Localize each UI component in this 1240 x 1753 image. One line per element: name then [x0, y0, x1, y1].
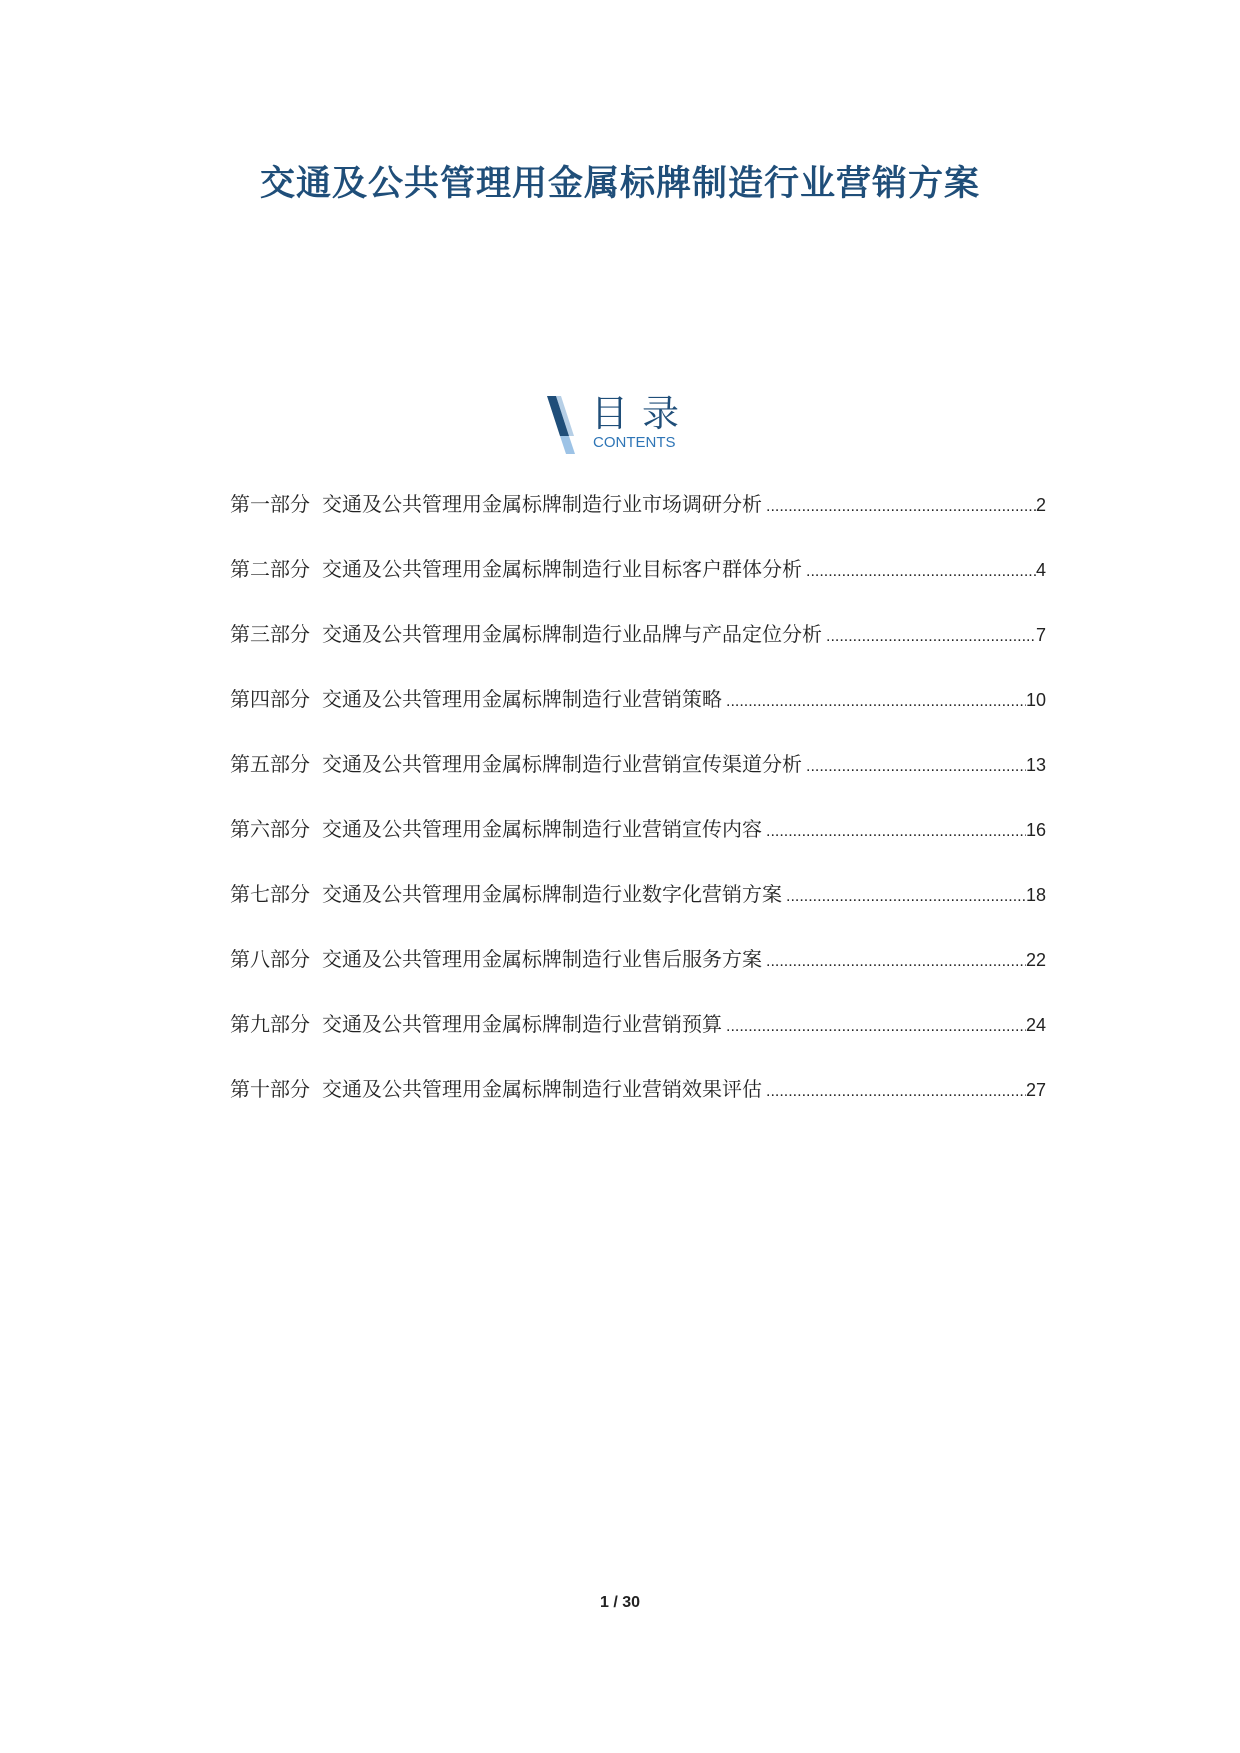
- toc-entry-title: 交通及公共管理用金属标牌制造行业营销宣传渠道分析: [322, 752, 802, 776]
- toc-dot-leader: [726, 1007, 1026, 1047]
- toc-entry-title: 交通及公共管理用金属标牌制造行业品牌与产品定位分析: [322, 622, 822, 646]
- toc-dot-leader: [766, 1072, 1026, 1112]
- toc-entry-page: 13: [1025, 755, 1046, 775]
- toc-entry-part: 第四部分: [230, 687, 310, 711]
- toc-entry[interactable]: [230, 874, 1046, 939]
- toc-entry-part: 第二部分: [230, 557, 310, 581]
- toc-entry-page: 2: [1035, 495, 1046, 515]
- toc-entry-title: 交通及公共管理用金属标牌制造行业营销预算: [322, 1012, 722, 1036]
- toc-entry-part: 第六部分: [230, 817, 310, 841]
- toc-entry[interactable]: [230, 1004, 1046, 1069]
- toc-subtitle: CONTENTS: [593, 434, 676, 451]
- toc-entry-part: 第三部分: [230, 622, 310, 646]
- toc-entry[interactable]: [230, 679, 1046, 744]
- toc-entry[interactable]: [230, 744, 1046, 809]
- document-title: 交通及公共管理用金属标牌制造行业营销方案: [259, 164, 980, 204]
- toc-dot-leader: [826, 617, 1036, 657]
- toc-dot-leader: [766, 812, 1026, 852]
- toc-entry-part: 第五部分: [230, 752, 310, 776]
- toc-entry-page: 16: [1025, 820, 1046, 840]
- toc-entry-part: 第一部分: [230, 492, 310, 516]
- toc-dot-leader: [806, 552, 1036, 592]
- toc-dot-leader: [766, 487, 1036, 527]
- toc-entry-title: 交通及公共管理用金属标牌制造行业售后服务方案: [322, 947, 762, 971]
- toc-entry-part: 第九部分: [230, 1012, 310, 1036]
- toc-dot-leader: [786, 877, 1026, 917]
- toc-entry-page: 22: [1025, 950, 1046, 970]
- toc-entry-page: 18: [1025, 885, 1046, 905]
- toc-entry-page: 7: [1035, 625, 1046, 645]
- toc-dot-leader: [766, 942, 1026, 982]
- toc-entry-page: 4: [1035, 560, 1046, 580]
- page-number: 1 / 30: [599, 1594, 641, 1611]
- toc-entry-part: 第十部分: [230, 1077, 310, 1101]
- toc-entry[interactable]: [230, 1069, 1046, 1134]
- toc-heading: [547, 392, 697, 456]
- toc-entry-part: 第八部分: [230, 947, 310, 971]
- toc-dot-leader: [726, 682, 1026, 722]
- toc-title: 目录: [591, 392, 693, 435]
- toc-entry[interactable]: [230, 614, 1046, 679]
- toc-entry-title: 交通及公共管理用金属标牌制造行业营销宣传内容: [322, 817, 762, 841]
- toc-entry[interactable]: [230, 809, 1046, 874]
- toc-dot-leader: [806, 747, 1026, 787]
- toc-entry-page: 24: [1025, 1015, 1046, 1035]
- toc-entry-title: 交通及公共管理用金属标牌制造行业市场调研分析: [322, 492, 762, 516]
- toc-entry[interactable]: [230, 549, 1046, 614]
- toc-entry-title: 交通及公共管理用金属标牌制造行业营销策略: [322, 687, 722, 711]
- toc-logo-icon: [547, 396, 579, 454]
- toc-entry-page: 27: [1025, 1080, 1046, 1100]
- table-of-contents: [230, 484, 1046, 1134]
- toc-entry-page: 10: [1025, 690, 1046, 710]
- toc-entry-title: 交通及公共管理用金属标牌制造行业营销效果评估: [322, 1077, 762, 1101]
- toc-entry-title: 交通及公共管理用金属标牌制造行业目标客户群体分析: [322, 557, 802, 581]
- toc-entry[interactable]: [230, 939, 1046, 1004]
- toc-entry-title: 交通及公共管理用金属标牌制造行业数字化营销方案: [322, 882, 782, 906]
- toc-entry-part: 第七部分: [230, 882, 310, 906]
- toc-entry[interactable]: [230, 484, 1046, 549]
